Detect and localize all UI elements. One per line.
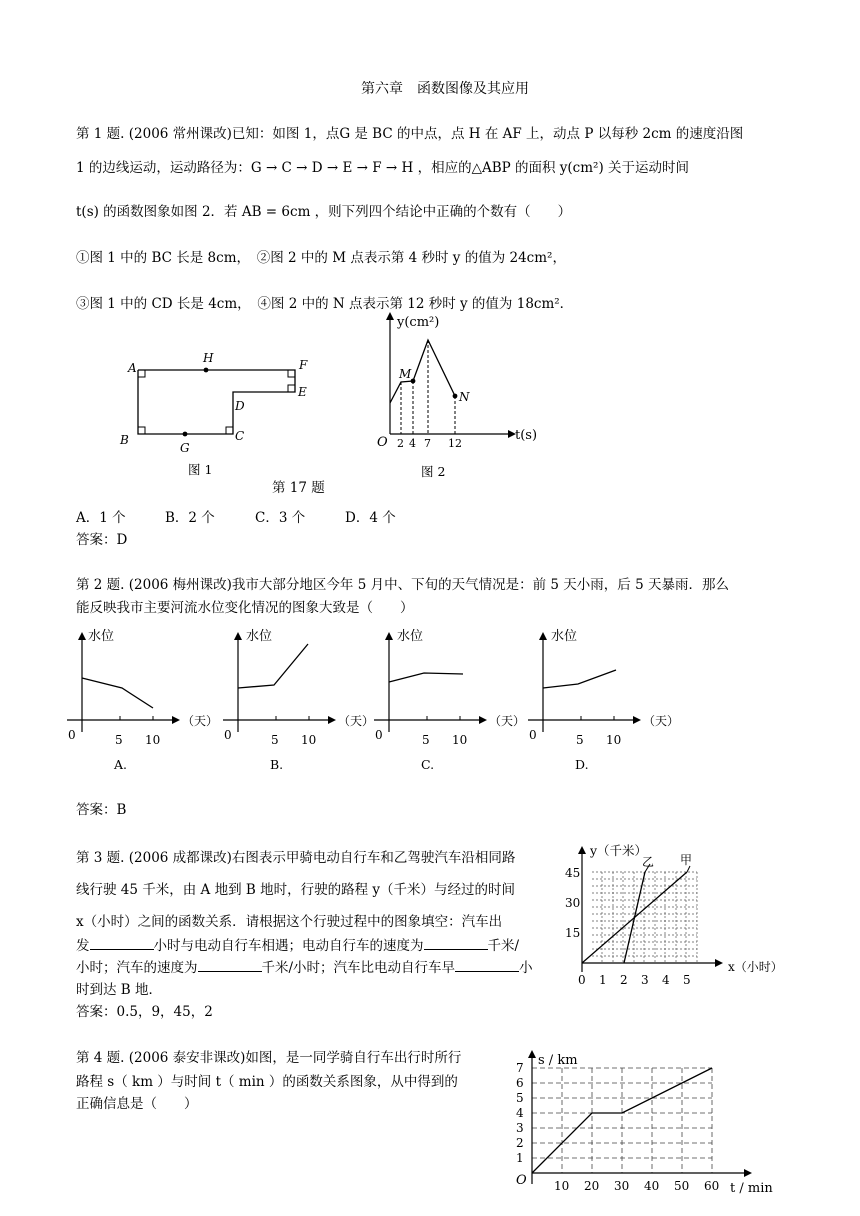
- label-d: D: [235, 399, 245, 413]
- graph-a-tick-10: 10: [145, 733, 161, 747]
- fig2-tick-12: 12: [448, 437, 462, 450]
- graph-d-tick-10: 10: [606, 733, 622, 747]
- q4-chart: [508, 1044, 788, 1214]
- fig2-xlabel: t(s): [515, 428, 538, 443]
- q3-line5-a: 小时；汽车的速度为: [76, 960, 198, 976]
- q1-figure-2: [375, 306, 555, 481]
- q3-line4-b: 小时与电动自行车相遇；电动自行车的速度为: [153, 938, 424, 954]
- fig2-tick-2: 2: [397, 437, 404, 450]
- q4-xtick-10: 10: [554, 1179, 570, 1193]
- fig2-tick-7: 7: [424, 437, 431, 450]
- q4-xtick-20: 20: [584, 1179, 600, 1193]
- label-e: E: [298, 385, 307, 399]
- fig2-ylabel: y(cm²): [397, 315, 440, 330]
- q3-line1: 第 3 题. (2006 成都课改)右图表示甲骑电动自行车和乙驾驶汽车沿相同路: [76, 850, 516, 866]
- q1-option-a: A．1 个: [76, 510, 126, 526]
- graph-b-tick-10: 10: [301, 733, 317, 747]
- graph-d-line: [543, 670, 616, 688]
- label-h: H: [203, 351, 214, 365]
- q3-line3: x（小时）之间的函数关系．请根据这个行驶过程中的图象填空：汽车出: [76, 914, 503, 930]
- graph-c-tick-10: 10: [452, 733, 468, 747]
- q3-series-yi: 乙: [642, 855, 655, 869]
- graph-d-tick-5: 5: [576, 733, 584, 747]
- fig1-caption: 图 1: [188, 462, 213, 477]
- graph-a-xunit: （天）: [182, 714, 219, 728]
- q3-line4-c: 千米/: [487, 938, 520, 954]
- chapter-title: 第六章 函数图像及其应用: [361, 81, 529, 97]
- q4-origin: O: [516, 1173, 527, 1188]
- q1-line2: 1 的边线运动，运动路径为：G → C → D → E → F → H ，相应的△ABP 的面积 y(cm²) 关于运动时间: [76, 160, 690, 176]
- graph-a-ylabel: 水位: [88, 629, 115, 644]
- q4-ytick-7: 7: [516, 1061, 524, 1075]
- q3-ytick-15: 15: [565, 926, 581, 940]
- q3-line5: [76, 956, 533, 976]
- q2-answer: 答案：B: [76, 802, 127, 818]
- graph-b-tick-5: 5: [271, 733, 279, 747]
- q3-answer: 答案：0.5，9，45，2: [76, 1004, 213, 1020]
- graph-d-ylabel: 水位: [551, 629, 578, 644]
- q4-ytick-4: 4: [516, 1106, 524, 1120]
- q4-xtick-30: 30: [614, 1179, 630, 1193]
- fig2-origin: O: [377, 435, 388, 450]
- q3-chart: [560, 838, 800, 986]
- graph-c-tick-5: 5: [422, 733, 430, 747]
- label-g: G: [180, 441, 190, 455]
- q3-xtick-3: 3: [641, 973, 649, 986]
- q4-line1: 第 4 题. (2006 泰安非课改)如图，是一同学骑自行车出行时所行: [76, 1050, 462, 1066]
- q3-ytick-30: 30: [565, 896, 581, 910]
- q3-line4-a: 发: [76, 938, 90, 954]
- graph-d-tick-0: 0: [529, 728, 537, 742]
- fig2-label-m: M: [399, 367, 412, 381]
- q2-graph-b: [218, 622, 378, 777]
- graph-b-line: [238, 644, 308, 688]
- q3-xlabel: x（小时）: [728, 960, 783, 974]
- q2-graph-d: [523, 622, 683, 777]
- q4-ylabel: s / km: [538, 1053, 578, 1068]
- graph-b-xunit: （天）: [338, 714, 375, 728]
- graph-c-xunit: （天）: [489, 714, 526, 728]
- q4-xtick-40: 40: [644, 1179, 660, 1193]
- q3-ytick-45: 45: [565, 866, 581, 880]
- graph-b-label: B.: [270, 757, 284, 772]
- q1-option-c: C．3 个: [255, 510, 306, 526]
- fig2-caption: 图 2: [421, 464, 446, 479]
- q3-ylabel: y（千米）: [590, 843, 648, 858]
- q4-ytick-3: 3: [516, 1121, 524, 1135]
- q4-ytick-2: 2: [516, 1136, 524, 1150]
- q1-answer: 答案：D: [76, 532, 128, 548]
- q2-line1: 第 2 题. (2006 梅州课改)我市大部分地区今年 5 月中、下旬的天气情况是：前 5 天小雨，后 5 天暴雨．那么: [76, 577, 729, 593]
- point-g: [183, 432, 188, 437]
- q1-figure-caption: 第 17 题: [272, 480, 325, 496]
- q3-blank-4[interactable]: [455, 970, 519, 972]
- q4-xtick-50: 50: [674, 1179, 690, 1193]
- q3-series-jia: 甲: [680, 853, 693, 867]
- label-b: B: [120, 433, 129, 447]
- q4-ytick-1: 1: [516, 1151, 524, 1165]
- q4-ytick-6: 6: [516, 1076, 524, 1090]
- q4-ytick-5: 5: [516, 1091, 524, 1105]
- point-h: [204, 368, 209, 373]
- graph-d-xunit: （天）: [643, 714, 680, 728]
- point-n: [453, 394, 458, 399]
- q3-xtick-5: 5: [683, 973, 691, 986]
- q4-line2: 路程 s（ km ）与时间 t（ min ）的函数关系图象，从中得到的: [76, 1074, 458, 1090]
- graph-a-tick-0: 0: [68, 728, 76, 742]
- graph-a-line: [82, 678, 153, 708]
- q3-line6: 时到达 B 地．: [76, 982, 163, 998]
- q3-line2: 线行驶 45 千米，由 A 地到 B 地时，行驶的路程 y（千米）与经过的时间: [76, 882, 516, 898]
- q1-figure-1: [110, 348, 330, 483]
- q1-line1: 第 1 题. (2006 常州课改)已知：如图 1，点G 是 BC 的中点，点 H 在 AF 上，动点 P 以每秒 2cm 的速度沿图: [76, 126, 744, 142]
- q3-xtick-0: 0: [578, 973, 586, 986]
- fig1-outline: [138, 370, 295, 434]
- q4-grid: [532, 1068, 712, 1173]
- graph-d-label: D.: [575, 757, 589, 772]
- graph-b-ylabel: 水位: [246, 629, 273, 644]
- q2-line2: 能反映我市主要河流水位变化情况的图象大致是（ ）: [76, 600, 414, 616]
- q1-option-d: D．4 个: [345, 510, 396, 526]
- point-m: [411, 379, 416, 384]
- q4-xlabel: t / min: [730, 1181, 773, 1196]
- q3-line5-b: 千米/小时；汽车比电动自行车早: [261, 960, 456, 976]
- graph-c-line: [389, 673, 463, 682]
- q1-statement-2: ③图 1 中的 CD 长是 4cm， ④图 2 中的 N 点表示第 12 秒时 y 的值为 18cm²．: [76, 296, 574, 312]
- graph-a-label: A.: [114, 757, 128, 772]
- fig2-label-n: N: [459, 390, 470, 404]
- q3-grid: [592, 872, 697, 963]
- graph-a-tick-5: 5: [115, 733, 123, 747]
- q3-line5-c: 小: [519, 960, 533, 976]
- fig2-tick-4: 4: [409, 437, 416, 450]
- q1-statement-1: ①图 1 中的 BC 长是 8cm， ②图 2 中的 M 点表示第 4 秒时 y 的值为 24cm²，: [76, 250, 566, 266]
- q3-line4: [76, 934, 519, 954]
- q2-graph-a: [62, 622, 222, 777]
- q4-xtick-60: 60: [704, 1179, 720, 1193]
- q1-option-b: B．2 个: [165, 510, 215, 526]
- label-f: F: [299, 358, 308, 372]
- graph-c-label: C.: [421, 757, 435, 772]
- label-c: C: [235, 429, 245, 443]
- q3-blank-2[interactable]: [424, 948, 488, 950]
- q3-blank-3[interactable]: [198, 970, 262, 972]
- q3-xtick-4: 4: [662, 973, 670, 986]
- q3-blank-1[interactable]: [90, 948, 154, 950]
- graph-b-tick-0: 0: [224, 728, 232, 742]
- label-a: A: [128, 361, 137, 375]
- q3-xtick-2: 2: [620, 973, 628, 986]
- q2-graph-c: [369, 622, 529, 777]
- q3-xtick-1: 1: [599, 973, 607, 986]
- q1-line3: t(s) 的函数图象如图 2．若 AB = 6cm ，则下列四个结论中正确的个数有（ ）: [76, 204, 572, 220]
- graph-c-tick-0: 0: [375, 728, 383, 742]
- graph-c-ylabel: 水位: [397, 629, 424, 644]
- q4-line3: 正确信息是（ ）: [76, 1096, 198, 1112]
